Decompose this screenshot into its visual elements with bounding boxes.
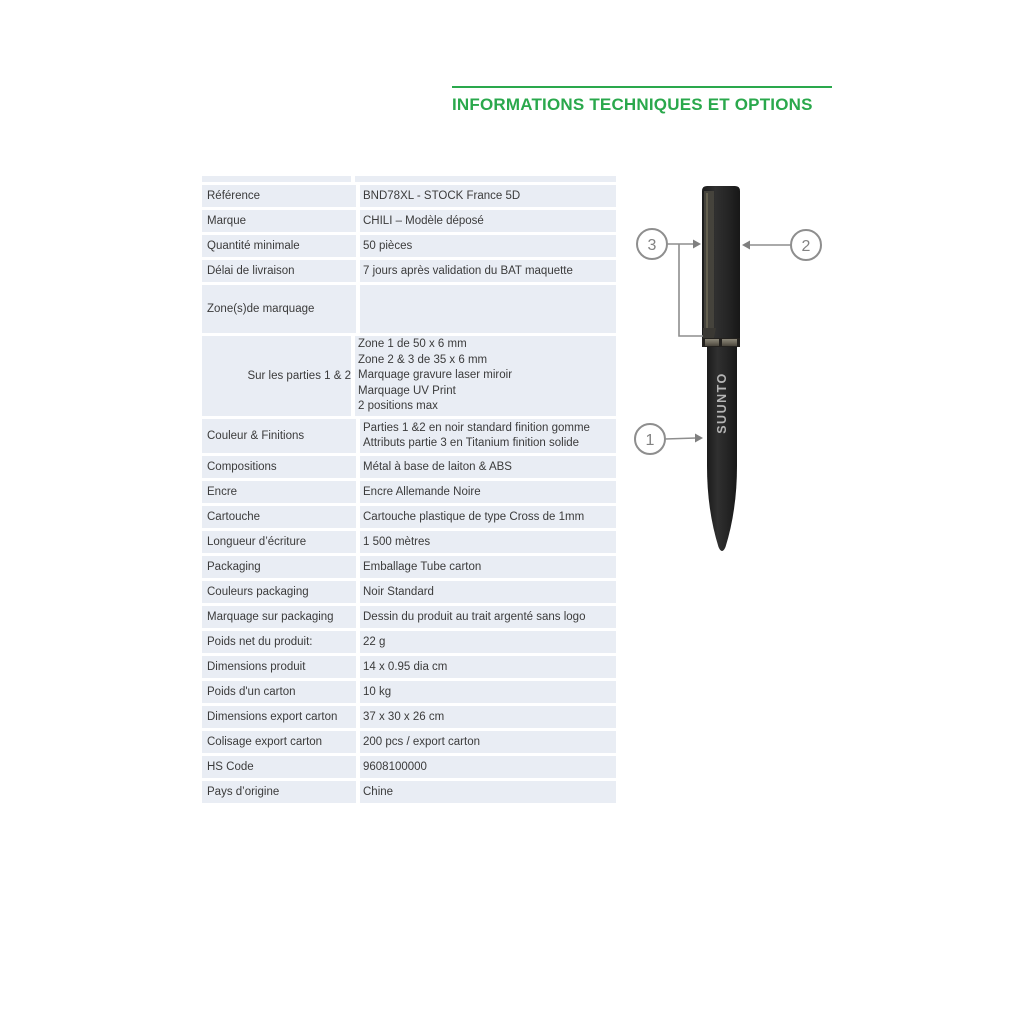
callout-1-line: [665, 438, 696, 439]
callout-3-number: 3: [647, 237, 657, 254]
pen-band-segment: [722, 339, 737, 346]
callout-3-arrow: [693, 240, 701, 249]
pen-clip-highlight: [706, 193, 708, 333]
spec-value: BND78XL - STOCK France 5D: [360, 185, 616, 207]
spec-value: Dessin du produit au trait argenté sans logo: [360, 606, 616, 628]
spec-label: Compositions: [202, 456, 356, 478]
pen-band-segment: [705, 339, 719, 346]
spec-value: 9608100000: [360, 756, 616, 778]
spec-label: Zone(s)de marquage: [202, 285, 356, 333]
pen-clip: [704, 191, 714, 335]
table-row: [202, 481, 616, 503]
spec-label: Couleur & Finitions: [202, 419, 356, 453]
spec-value: Chine: [360, 781, 616, 803]
table-row: [202, 631, 616, 653]
spec-label: Dimensions export carton: [202, 706, 356, 728]
table-row: [202, 556, 616, 578]
spec-label: Sur les parties 1 & 2: [202, 336, 351, 416]
table-row: [202, 756, 616, 778]
spec-label: Packaging: [202, 556, 356, 578]
spec-label: HS Code: [202, 756, 356, 778]
callout-2-number: 2: [801, 238, 811, 255]
spec-value: Cartouche plastique de type Cross de 1mm: [360, 506, 616, 528]
spec-label: Pays d’origine: [202, 781, 356, 803]
spec-value: [360, 285, 616, 333]
spec-label: Délai de livraison: [202, 260, 356, 282]
table-row: [202, 336, 616, 416]
title-rule: [452, 86, 832, 88]
spec-value: Noir Standard: [360, 581, 616, 603]
table-row: [202, 285, 616, 333]
spec-label: Couleurs packaging: [202, 581, 356, 603]
page-header: [452, 86, 832, 115]
spec-label: Encre: [202, 481, 356, 503]
spec-value: 50 pièces: [360, 235, 616, 257]
callout-3-bracket: [679, 244, 703, 336]
table-row: [202, 185, 616, 207]
spec-value: [355, 176, 616, 182]
table-row: [202, 456, 616, 478]
spec-table: [202, 176, 616, 806]
table-row: [202, 506, 616, 528]
spec-label: Référence: [202, 185, 356, 207]
spec-value: 1 500 mètres: [360, 531, 616, 553]
table-row: [202, 731, 616, 753]
pen-clip-foot: [703, 328, 716, 338]
callout-1-arrow: [695, 434, 703, 443]
spec-label: Dimensions produit: [202, 656, 356, 678]
table-row: [202, 210, 616, 232]
pen-brand-text: SUUNTO: [715, 372, 729, 434]
spec-label: Poids d'un carton: [202, 681, 356, 703]
spec-label: Colisage export carton: [202, 731, 356, 753]
pen-illustration: [630, 178, 835, 573]
table-row: [202, 531, 616, 553]
spec-value: Encre Allemande Noire: [360, 481, 616, 503]
table-row: [202, 235, 616, 257]
spec-value: 14 x 0.95 dia cm: [360, 656, 616, 678]
callout-2-arrow: [742, 241, 750, 250]
spec-value: Emballage Tube carton: [360, 556, 616, 578]
spec-label: Marquage sur packaging: [202, 606, 356, 628]
spec-value: 7 jours après validation du BAT maquette: [360, 260, 616, 282]
spec-value: 37 x 30 x 26 cm: [360, 706, 616, 728]
table-row: [202, 176, 616, 182]
table-row: [202, 419, 616, 453]
table-row: [202, 581, 616, 603]
spec-value: 10 kg: [360, 681, 616, 703]
spec-label: Poids net du produit:: [202, 631, 356, 653]
table-row: [202, 656, 616, 678]
spec-value: Métal à base de laiton & ABS: [360, 456, 616, 478]
table-row: [202, 606, 616, 628]
spec-value: 200 pcs / export carton: [360, 731, 616, 753]
spec-label: Longueur d’écriture: [202, 531, 356, 553]
spec-label: Quantité minimale: [202, 235, 356, 257]
table-row: [202, 706, 616, 728]
spec-value: Parties 1 &2 en noir standard finition gomme Attributs partie 3 en Titanium finition solide: [360, 419, 616, 453]
spec-value: 22 g: [360, 631, 616, 653]
spec-label: Marque: [202, 210, 356, 232]
page-title: INFORMATIONS TECHNIQUES ET OPTIONS: [452, 95, 813, 114]
spec-label: [202, 176, 351, 182]
table-row: [202, 781, 616, 803]
spec-value: Zone 1 de 50 x 6 mm Zone 2 & 3 de 35 x 6 mm Marquage gravure laser miroir Marquage UV Print 2 positions max: [355, 336, 616, 416]
spec-label: Cartouche: [202, 506, 356, 528]
spec-value: CHILI – Modèle déposé: [360, 210, 616, 232]
table-row: [202, 681, 616, 703]
table-row: [202, 260, 616, 282]
callout-1-number: 1: [645, 432, 655, 449]
